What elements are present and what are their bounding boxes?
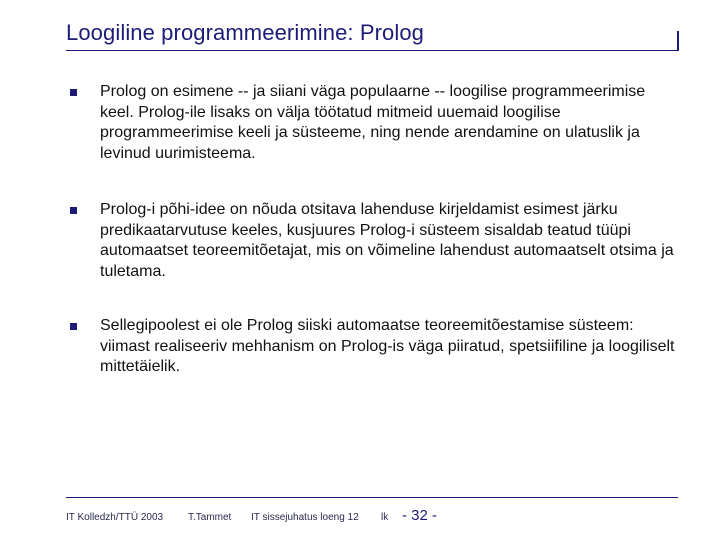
title-underline: [66, 50, 678, 51]
footer-page-label: lk: [381, 512, 389, 523]
square-bullet-icon: [70, 323, 77, 330]
footer-rule: [66, 497, 678, 498]
square-bullet-icon: [70, 207, 77, 214]
footer-course: IT sissejuhatus loeng 12: [251, 512, 359, 523]
bullet-text: Prolog on esimene -- ja siiani väga populaarne -- loogilise programmeerimise keel. Prolog-ile lisaks on välja töötatud mitmeid uuemaid loogilise programmeerimise keeli ja süsteeme, ning nende arendamine on ulatuslik ja levinud uurimisteema.: [100, 83, 646, 162]
bullet-text: Sellegipoolest ei ole Prolog siiski automaatse teoreemitõestamise süsteem: viimast realiseeriv mehhanism on Prolog-is väga piiratud, spetsiifiline ja loogiliselt mittetäielik.: [100, 317, 675, 375]
square-bullet-icon: [70, 89, 77, 96]
footer-page-number: - 32 -: [402, 507, 438, 524]
footer-institution: IT Kolledzh/TTÜ 2003: [66, 512, 164, 523]
footer-author: T.Tammet: [188, 512, 232, 523]
title-rule-tick: [677, 31, 679, 51]
slide-title: Loogiline programmeerimine: Prolog: [66, 20, 425, 45]
bullet-text: Prolog-i põhi-idee on nõuda otsitava lahenduse kirjeldamist esimest järku predikaatarvutuse keeles, kusjuures Prolog-i süsteem sisaldab teatud tüüpi automaatset teoreemitõetajat, mis on võimeline lahendust automaatselt otsima ja tuletama.: [100, 201, 674, 280]
